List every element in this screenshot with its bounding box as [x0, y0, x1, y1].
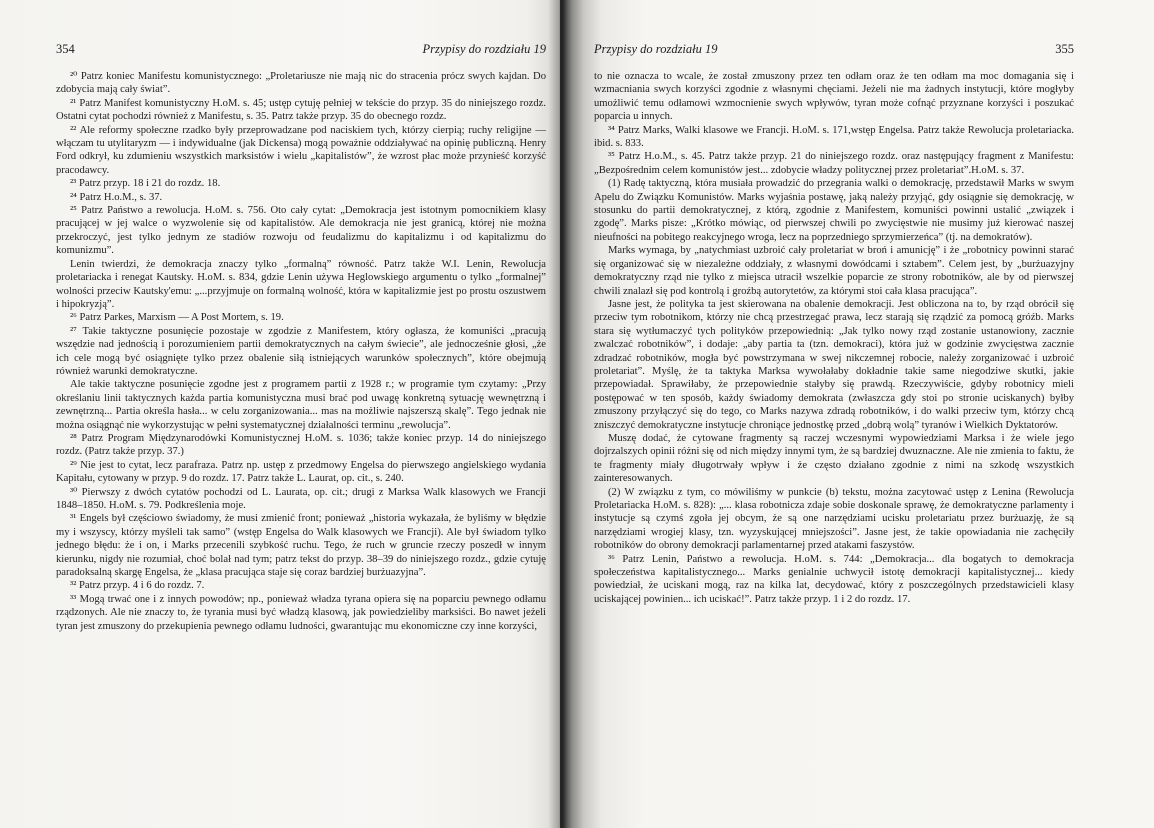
right-paragraph: ³⁴ Patrz Marks, Walki klasowe we Francji. H.oM. s. 171,wstęp Engelsa. Patrz także Rewolucja proletariacka. ibid. s. 833. — [594, 124, 1074, 150]
right-page-number: 355 — [1055, 42, 1074, 56]
right-running-title: Przypisy do rozdziału 19 — [594, 42, 718, 56]
left-paragraph: ²⁷ Takie taktyczne posunięcie pozostaje w zgodzie z Manifestem, który ogłasza, że komuniści „pracują wszędzie nad jednością i porozumieniem partii demokratycznych na całym świecie”, ale jednocześnie głosi, „że ich cele mogą być osiągnięte tylko przez obalenie siłą istniejących warunków społecznych”, które obejmują również warunki demokratyczne. — [56, 325, 546, 377]
left-paragraph: ²³ Patrz przyp. 18 i 21 do rozdz. 18. — [70, 178, 221, 190]
left-page-number: 354 — [56, 42, 75, 56]
right-running-head — [594, 42, 1074, 60]
left-paragraph: ²⁶ Patrz Parkes, Marxism — A Post Mortem, s. 19. — [70, 312, 284, 324]
left-footnotes-text — [56, 70, 546, 633]
left-running-head — [56, 42, 546, 60]
left-running-title: Przypisy do rozdziału 19 — [422, 42, 546, 56]
right-paragraph: ³⁶ Patrz Lenin, Państwo a rewolucja. H.oM. s. 744: „Demokracja... dla bogatych to demokracja społeczeństwa kapitalistycznego... Marks genialnie uchwycił istotę demokracji kapitalistycznej... kiedy powiedział, że uciskani mogą, raz na kilka lat, decydować, który z poszczególnych przedstawicieli klasy uciskającej powinien... ich uciskać!”. Patrz także przyp. 1 i 2 do rozdz. 17. — [594, 553, 1074, 605]
left-paragraph: ³¹ Engels był częściowo świadomy, że musi zmienić front; ponieważ „historia wykazała, że byliśmy w błędzie my i wszyscy, którzy myśleli tak samo” (wstęp Engelsa do Walk klasowych we Francji). Ale był świadom tylko jednego błędu: że i on, i Marks przecenili szybkość ruchu. Tego, że ruch w gruncie rzeczy poszedł w innym kierunku, nigdy nie rozumiał, choć bolał nad tym; patrz tekst do przyp. 38–39 do niniejszego rozdz., gdzie cytuję paradoksalną skargę Engelsa, że „klasa pracująca staje się coraz bardziej burżuazyjna”. — [56, 513, 546, 579]
right-paragraph: Jasne jest, że polityka ta jest skierowana na obalenie demokracji. Jest obliczona na to, by rząd obrócił się przeciw tym robotnikom, którzy nie chcą przestrzegać prawa, lecz starają się rządzić za pomocą gróźb. Marks stara się wytłumaczyć tych polityków przepowiednią: „Jak tylko nowy rząd zostanie ustanowiony, zacznie zwalczać robotników”, i dodaje: „aby partia ta (tzn. demokraci), która już w godzinie zwycięstwa zacznie zdradzać robotników, mogła być powstrzymana w swej nikczemnej robocie, należy zorganizować i uzbroić proletariat”. Myślę, że ta taktyka Marksa wywołałaby dokładnie takie same niegodziwe skutki, jakie przepowiadał. Sprawiłaby, że przepowiednie stałyby się prawdą. Rzeczywiście, gdyby robotnicy mieli postępować w ten sposób, każdy świadomy demokrata (zwłaszcza gdy stoi po stronie uciskanych) byłby zmuszony przyłączyć się do tego, co Marks nazywa zdradą robotników, i do walki przeciw tym, którzy chcą zniszczyć demokratyczne instytucje chroniące jednostkę przed „dobrą wolą” tyranów i Wielkich Dyktatorów. — [594, 298, 1074, 431]
left-paragraph: Ale takie taktyczne posunięcie zgodne jest z programem partii z 1928 r.; w programie tym czytamy: „Przy określaniu linii taktycznych każda partia komunistyczna musi brać pod uwagę konkretną sytuację wewnętrzną i zewnętrzną... Partia określa hasła... w celu zorganizowania... mas na możliwie najszerszą skalę”. Tego jednak nie można osiągnąć nie wykorzystując w pełni systematycznej działalności terminu „rewolucja”. — [56, 379, 546, 431]
right-paragraph: Muszę dodać, że cytowane fragmenty są raczej wczesnymi wypowiedziami Marksa i że wiele jego dojrzalszych opinii różni się od nich między innymi tym, że są bardziej dwuznaczne. Ale nie zmienia to faktu, że te fragmenty miały długotrwały wpływ i że często działano zgodnie z nimi na szkodę wszystkich zainteresowanych. — [594, 432, 1074, 485]
left-paragraph: ²⁰ Patrz koniec Manifestu komunistycznego: „Proletariusze nie mają nic do stracenia prócz swych kajdan. Do zdobycia mają cały świat”. — [56, 71, 546, 96]
left-paragraph: ³³ Mogą trwać one i z innych powodów; np., ponieważ władza tyrana opiera się na poparciu pewnego odłamu rządzonych. Ale nie znaczy to, że tyrania musi być władzą klasową, jak powiedzieliby marksiści. Bo nawet jeżeli tyran jest zmuszony do przekupienia pewnego odłamu ludności, gwarantując mu ekonomiczne czy inne korzyści, — [56, 593, 546, 632]
left-paragraph: ²⁴ Patrz H.o.M., s. 37. — [70, 191, 163, 203]
left-paragraph: Lenin twierdzi, że demokracja znaczy tylko „formalną” równość. Patrz także W.I. Lenin, Rewolucja proletariacka i renegat Kautsky. H.oM. s. 834, gdzie Lenin używa Heglowskiego argumentu o tylko „formalnej” wolności przeciw Kautsky'emu: „...przyjmuje on formalną wolność, która w kapitalizmie jest po prostu oszustwem i hipokryzją”. — [56, 258, 546, 310]
right-footnotes-text — [594, 70, 1074, 606]
left-paragraph: ²⁹ Nie jest to cytat, lecz parafraza. Patrz np. ustęp z przedmowy Engelsa do pierwszego angielskiego wydania Kapitału, cytowany w przyp. 9 do rozdz. 17. Patrz także L. Laurat, op. cit., s. 240. — [56, 459, 546, 485]
right-paragraph: to nie oznacza to wcale, że został zmuszony przez ten odłam oraz że ten odłam ma moc domagania się i wzmacniania swych korzyści zgodnie z własnymi chęciami. Jeżeli nie ma żadnych instytucji, które mogłyby umożliwić temu odłamowi wzmocnienie swych wpływów, tyran może cofnąć przyznane korzyści i poszukać poparcia u innych. — [594, 71, 1074, 123]
left-page — [0, 0, 560, 828]
left-paragraph: ³² Patrz przyp. 4 i 6 do rozdz. 7. — [70, 580, 205, 592]
left-paragraph: ²¹ Patrz Manifest komunistyczny H.oM. s. 45; ustęp cytuję pełniej w tekście do przyp. 35 do niniejszego rozdz. Ostatni cytat pochodzi również z Manifestu, s. 35. Patrz także przyp. 35 do obecnego rozdz. — [56, 97, 546, 123]
right-paragraph: ³⁵ Patrz H.o.M., s. 45. Patrz także przyp. 21 do niniejszego rozdz. oraz następujący fragment z Manifestu: „Bezpośrednim celem komunistów jest... zdobycie władzy politycznej przez proletariat”.H.oM. s. 37. — [594, 151, 1074, 176]
left-paragraph: ²⁵ Patrz Państwo a rewolucja. H.oM. s. 756. Oto cały cytat: „Demokracja jest istotnym pomocnikiem klasy pracującej w jej walce o wyzwolenie się od kapitalistów. Ale demokracja nie jest granicą, której nie można przekroczyć, jest tylko jednym ze stadiów rozwoju od feudalizmu do kapitalizmu i od kapitalizmu do komunizmu”. — [56, 205, 546, 257]
left-paragraph: ²² Ale reformy społeczne rzadko były przeprowadzane pod naciskiem tych, którzy cierpią; ruchy religijne — włączam tu utylitaryzm — i indywidualne (jak Dickensa) mogą poważnie oddziaływać na opinię publiczną. Henry Ford odkrył, ku zdumieniu wszystkich marksistów i wielu „kapitalistów”, że wzrost płac może przynieść korzyść pracodawcy. — [56, 124, 546, 176]
left-paragraph: ³⁰ Pierwszy z dwóch cytatów pochodzi od L. Laurata, op. cit.; drugi z Marksa Walk klasowych we Francji 1848–1850. H.oM. s. 79. Podkreślenia moje. — [56, 486, 546, 511]
right-paragraph: (1) Radę taktyczną, która musiała prowadzić do przegrania walki o demokrację, przedstawił Marks w swym Apelu do Związku Komunistów. Marks wyjaśnia postawę, jaką należy przyjąć, gdy osiągnie się demokrację, w stosunku do partii demokratycznej, z którą, zgodnie z Manifestem, komuniści powinni ustalić „związek i zgodę”. Marks pisze: „Krótko mówiąc, od pierwszej chwili po zwycięstwie nie musimy już kierować naszej nieufności na pobitego reakcyjnego wroga, lecz na poprzedniego sprzymierzeńca” (tj. na demokratów). — [594, 178, 1074, 243]
left-paragraph: ²⁸ Patrz Program Międzynarodówki Komunistycznej H.oM. s. 1036; także koniec przyp. 14 do niniejszego rozdz. (Patrz także przyp. 37.) — [56, 432, 546, 458]
right-page — [560, 0, 1154, 828]
right-paragraph: (2) W związku z tym, co mówiliśmy w punkcie (b) tekstu, można zacytować ustęp z Lenina (Rewolucja Proletariacka H.oM. s. 828): „... klasa robotnicza zdaje sobie doskonale sprawę, że demokratyczne parlamenty i instytucje są czymś zgoła jej obcym, że są one narzędziami ucisku proletariatu przez burżuazję, że są narzędziami wrogiej klasy, tzn. wyzyskującej mniejszości”. Jasne jest, że takie opowiadania nie zachęciły robotników do obrony demokracji parlamentarnej przed atakami faszystów. — [594, 486, 1074, 552]
right-paragraph: Marks wymaga, by „natychmiast uzbroić cały proletariat w broń i amunicję” i że „robotnicy powinni starać się organizować się w niezależne oddziały, z własnymi dowódcami i sztabem”. Celem jest, by „burżuazyjny demokratyczny rząd nie tylko z miejsca utracił wszelkie poparcie ze strony robotników, ale by od pierwszej chwili znalazł się pod kontrolą i groźbą autorytetów, za którymi stoi cała klasa pracująca”. — [594, 245, 1074, 297]
